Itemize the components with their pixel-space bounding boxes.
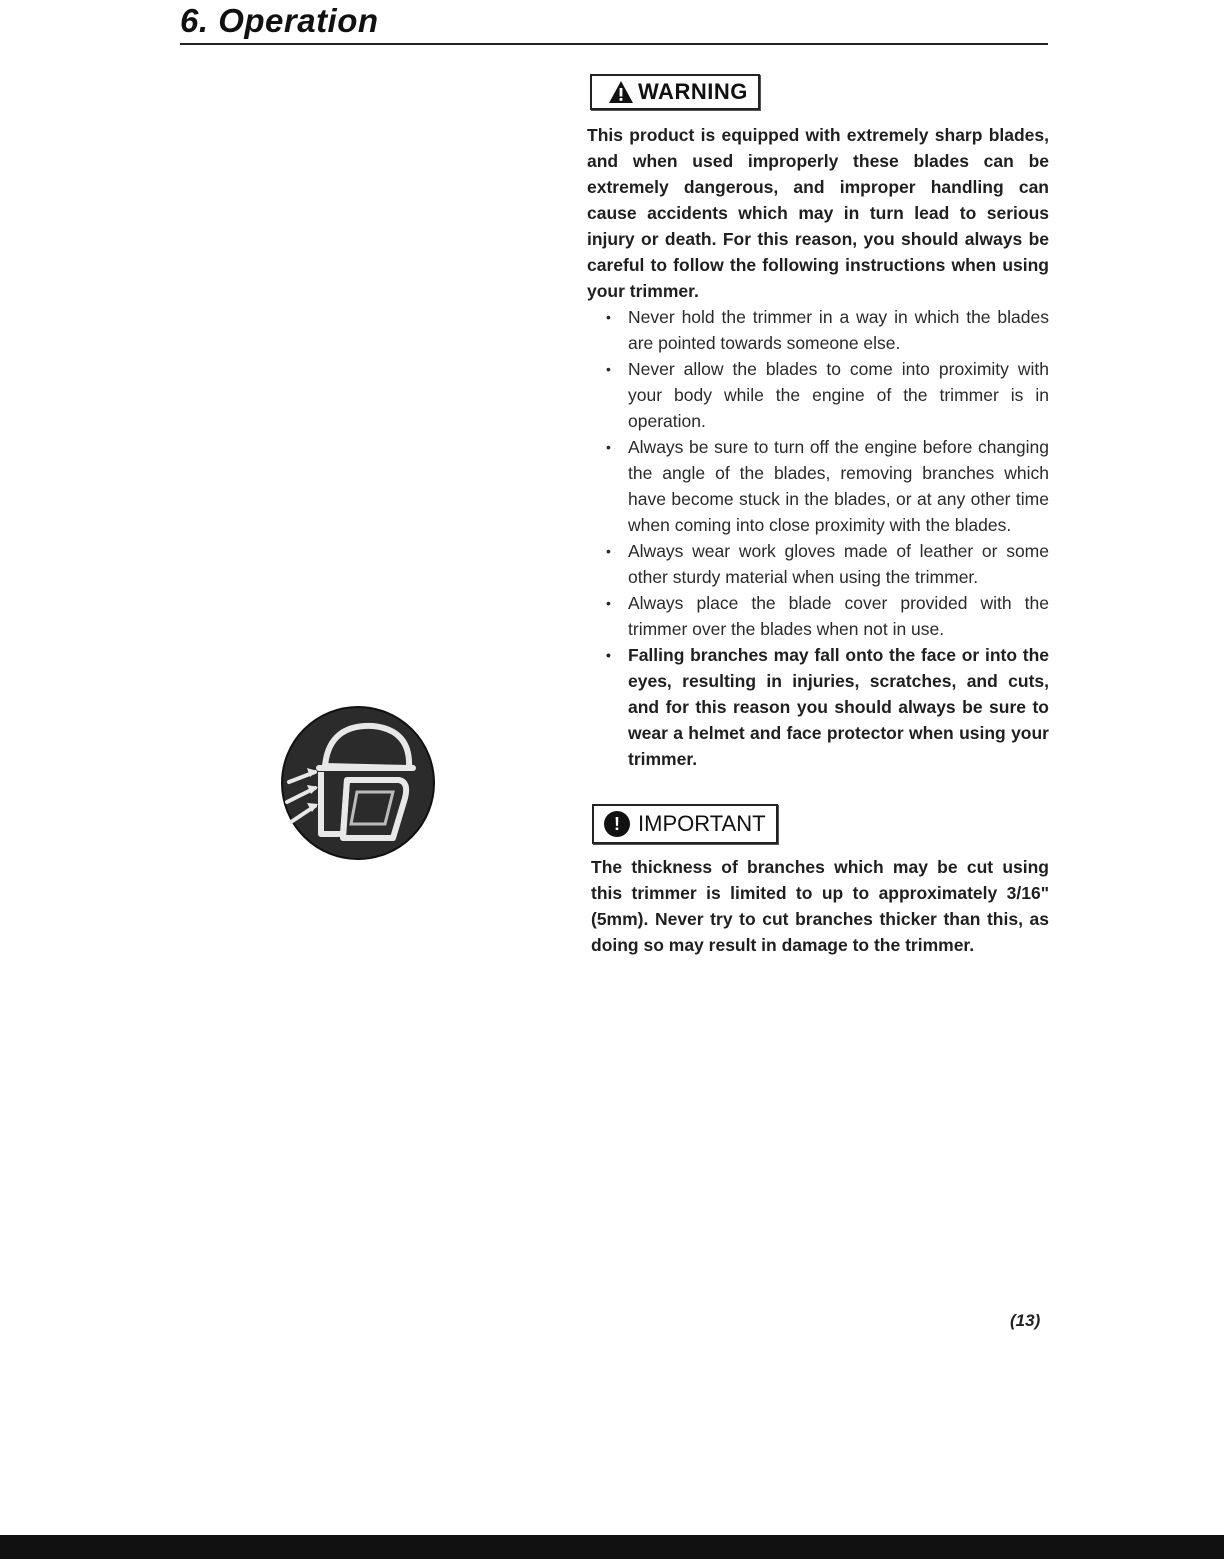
important-label: IMPORTANT	[638, 811, 766, 836]
list-item: • Never hold the trimmer in a way in which the blades are pointed towards someone else.	[606, 304, 1049, 356]
bottom-scan-band	[0, 1535, 1224, 1559]
warning-label-box	[590, 74, 760, 110]
warning-list	[587, 304, 1049, 772]
page-number: (13)	[1010, 1311, 1041, 1330]
list-item: • Always place the blade cover provided with the trimmer over the blades when not in use.	[606, 590, 1049, 642]
helmet-face-shield-icon	[281, 706, 435, 860]
list-item: • Always be sure to turn off the engine before changing the angle of the blades, removing branches which have become stuck in the blades, or at any other time when coming into close proximity with the blades.	[606, 434, 1049, 538]
list-item: • Falling branches may fall onto the face or into the eyes, resulting in injuries, scratches, and cuts, and for this reason you should always be sure to wear a helmet and face protector when using your trimmer.	[606, 642, 1049, 772]
important-text: The thickness of branches which may be cut using this trimmer is limited to up to approximately 3/16" (5mm). Never try to cut branches thicker than this, as doing so may result in damage to the trimmer.	[591, 857, 1049, 955]
exclamation-icon: !	[604, 811, 630, 837]
list-item: • Never allow the blades to come into proximity with your body while the engine of the trimmer is in operation.	[606, 356, 1049, 434]
important-label-box	[592, 804, 778, 844]
list-item: • Always wear work gloves made of leather or some other sturdy material when using the trimmer.	[606, 538, 1049, 590]
section-title: 6. Operation	[180, 2, 379, 39]
warning-label: WARNING	[638, 79, 748, 104]
warning-triangle-icon	[608, 80, 634, 104]
title-rule	[180, 43, 1048, 45]
warning-intro: This product is equipped with extremely sharp blades, and when used improperly these blades can be extremely dangerous, and improper handling can cause accidents which may in turn lead to serious injury or death. For this reason, you should always be careful to follow the following instructions when using your trimmer.	[587, 125, 1049, 301]
main-content	[587, 74, 1049, 958]
